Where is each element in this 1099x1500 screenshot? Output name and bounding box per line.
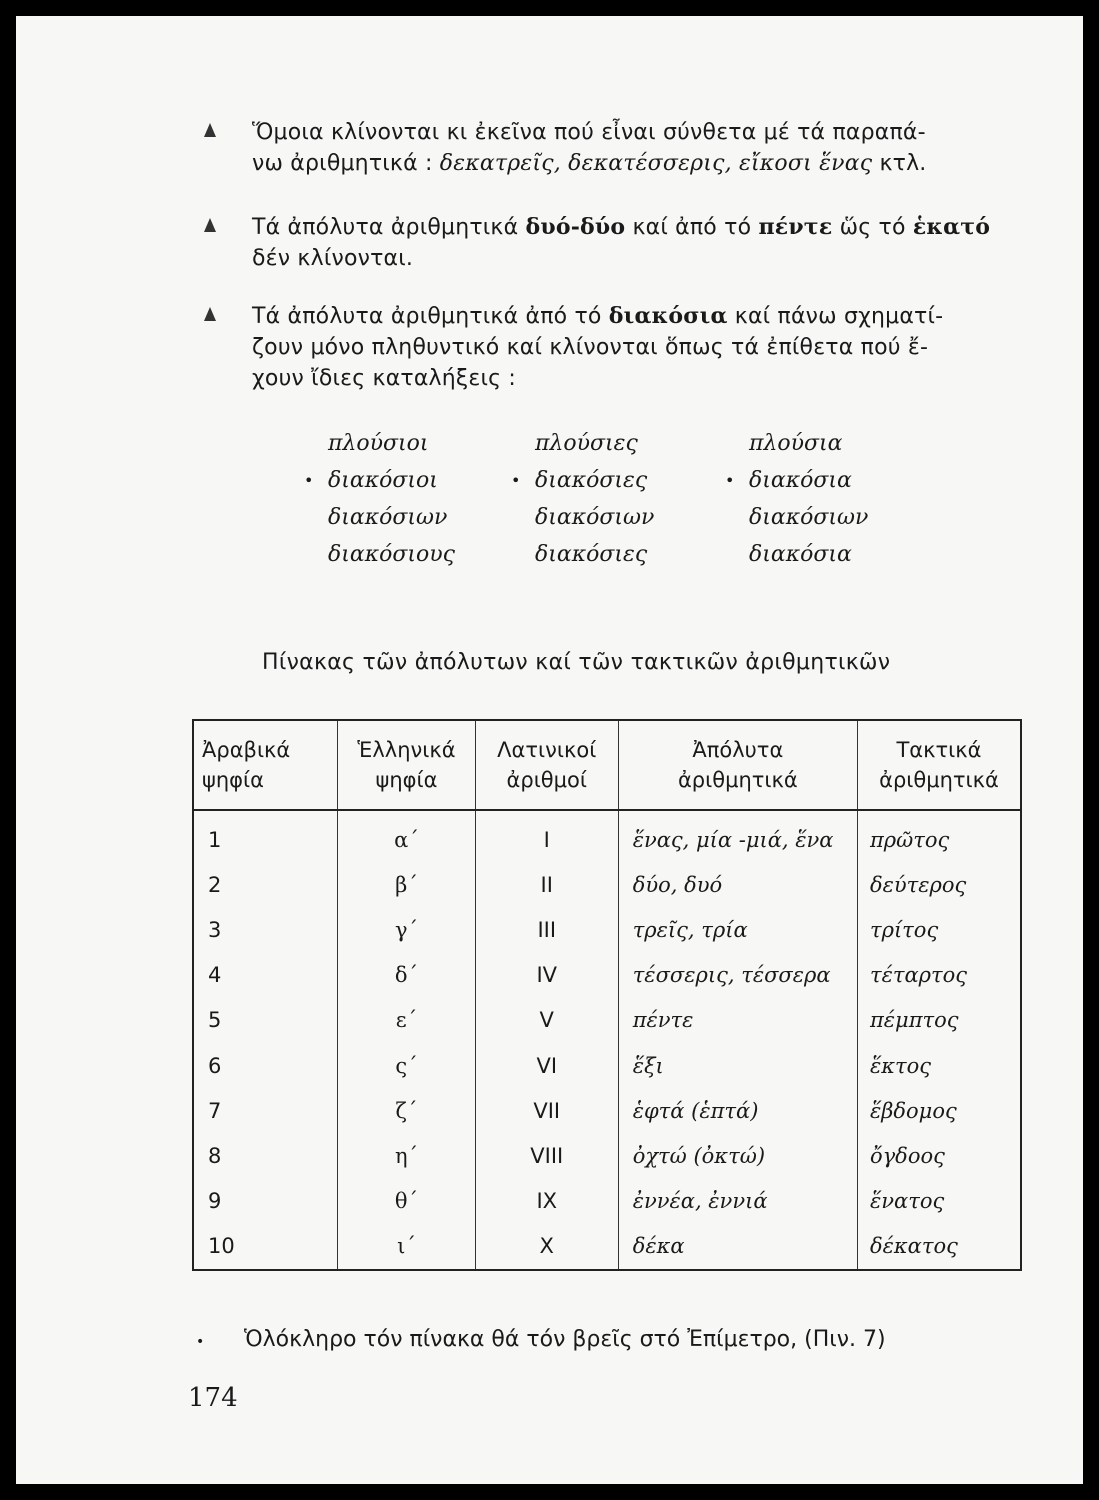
- cell-cardinal: δέκα: [618, 1224, 857, 1270]
- declension-form: διακόσιους: [328, 542, 455, 567]
- footnote: [196, 1327, 886, 1352]
- cell-cardinal: τέσσερις, τέσσερα: [618, 953, 857, 998]
- table-row: [193, 1133, 1021, 1178]
- cell-latin: VII: [475, 1088, 618, 1133]
- declension-form: πλούσιες: [535, 431, 638, 456]
- cell-ordinal: δέκατος: [857, 1224, 1021, 1270]
- table-row: [193, 953, 1021, 998]
- declension-form: διακόσιων: [328, 505, 448, 530]
- paragraph-compound-numerals: [206, 117, 1036, 179]
- cell-ordinal: πρῶτος: [857, 810, 1021, 862]
- paragraph-line: νω ἀριθμητικά : δεκατρεῖς, δεκατέσσερις, εἴκοσι ἕνας κτλ.: [252, 151, 927, 176]
- cell-cardinal: ὀχτώ (ὀκτώ): [618, 1133, 857, 1178]
- cell-ordinal: πέμπτος: [857, 998, 1021, 1043]
- paragraph-line: Τά ἀπόλυτα ἀριθμητικά δυό-δύο καί ἀπό τό πέντε ὥς τό ἑκατό: [252, 214, 991, 240]
- cell-latin: II: [475, 862, 618, 907]
- cell-latin: VIII: [475, 1133, 618, 1178]
- bullet-dot: •: [304, 471, 314, 490]
- cell-greek: γ΄: [338, 907, 476, 952]
- table-row: [193, 810, 1021, 862]
- paragraph-line: Ὅμοια κλίνονται κι ἐκεῖνα πού εἶναι σύνθετα μέ τά παραπά-: [252, 120, 926, 145]
- header-ordinal-numerals: Τακτικά ἀριθμητικά: [857, 720, 1021, 810]
- cell-cardinal: ἕξι: [618, 1043, 857, 1088]
- cell-ordinal: τρίτος: [857, 907, 1021, 952]
- cell-greek: η΄: [338, 1133, 476, 1178]
- cell-arabic: 1: [193, 810, 338, 862]
- table-row: [193, 907, 1021, 952]
- declension-column-masculine: [304, 425, 455, 573]
- cell-cardinal: ἑφτά (ἑπτά): [618, 1088, 857, 1133]
- declension-form: διακόσιοι: [328, 468, 438, 493]
- declension-form: διακόσιες: [535, 468, 648, 493]
- paragraph-line: Τά ἀπόλυτα ἀριθμητικά ἀπό τό διακόσια καί πάνω σχηματί-: [252, 303, 944, 329]
- header-latin-numerals: Λατινικοί ἀριθμοί: [475, 720, 618, 810]
- table-row: [193, 862, 1021, 907]
- cell-arabic: 4: [193, 953, 338, 998]
- table-caption: Πίνακας τῶν ἀπόλυτων καί τῶν τακτικῶν ἀριθμητικῶν: [262, 650, 891, 675]
- cell-latin: X: [475, 1224, 618, 1270]
- header-arabic-digits: Ἀραβικά ψηφία: [193, 720, 338, 810]
- table-row: [193, 998, 1021, 1043]
- numerals-table: [192, 719, 1022, 1271]
- cell-latin: IX: [475, 1179, 618, 1224]
- cell-ordinal: τέταρτος: [857, 953, 1021, 998]
- cell-ordinal: ἕκτος: [857, 1043, 1021, 1088]
- cell-greek: ς΄: [338, 1043, 476, 1088]
- triangle-bullet-icon: [204, 218, 216, 232]
- table-row: [193, 1179, 1021, 1224]
- bullet-dot: •: [725, 471, 735, 490]
- triangle-bullet-icon: [204, 123, 216, 137]
- cell-cardinal: πέντε: [618, 998, 857, 1043]
- cell-cardinal: ἐννέα, ἐννιά: [618, 1179, 857, 1224]
- cell-greek: α΄: [338, 810, 476, 862]
- cell-arabic: 8: [193, 1133, 338, 1178]
- declension-form: πλούσιοι: [328, 431, 429, 456]
- footnote-text: Ὁλόκληρο τόν πίνακα θά τόν βρεῖς στό Ἐπίμετρο, (Πιν. 7): [244, 1327, 886, 1352]
- declension-form: διακόσιες: [535, 542, 648, 567]
- cell-greek: ε΄: [338, 998, 476, 1043]
- declension-form: διακόσιων: [535, 505, 655, 530]
- declension-form: πλούσια: [749, 431, 843, 456]
- paragraph-indeclinable-numerals: [206, 212, 1036, 274]
- paragraph-line: δέν κλίνονται.: [252, 246, 414, 271]
- cell-greek: β΄: [338, 862, 476, 907]
- bullet-dot: •: [511, 471, 521, 490]
- cell-ordinal: ἕνατος: [857, 1179, 1021, 1224]
- table-row: [193, 1088, 1021, 1133]
- cell-ordinal: δεύτερος: [857, 862, 1021, 907]
- cell-latin: I: [475, 810, 618, 862]
- declension-form: διακόσια: [749, 468, 852, 493]
- cell-cardinal: ἕνας, μία -μιά, ἕνα: [618, 810, 857, 862]
- cell-latin: VI: [475, 1043, 618, 1088]
- cell-ordinal: ἕβδομος: [857, 1088, 1021, 1133]
- cell-latin: IV: [475, 953, 618, 998]
- cell-arabic: 9: [193, 1179, 338, 1224]
- cell-arabic: 2: [193, 862, 338, 907]
- declension-form: διακόσιων: [749, 505, 869, 530]
- declension-form: διακόσια: [749, 542, 852, 567]
- cell-arabic: 3: [193, 907, 338, 952]
- cell-greek: δ΄: [338, 953, 476, 998]
- header-cardinal-numerals: Ἀπόλυτα ἀριθμητικά: [618, 720, 857, 810]
- table-row: [193, 1224, 1021, 1270]
- table-row: [193, 1043, 1021, 1088]
- header-greek-digits: Ἑλληνικά ψηφία: [338, 720, 476, 810]
- cell-cardinal: τρεῖς, τρία: [618, 907, 857, 952]
- cell-arabic: 10: [193, 1224, 338, 1270]
- cell-cardinal: δύο, δυό: [618, 862, 857, 907]
- bullet-dot: •: [196, 1334, 205, 1350]
- page-number: 174: [188, 1383, 238, 1413]
- cell-arabic: 5: [193, 998, 338, 1043]
- cell-latin: III: [475, 907, 618, 952]
- cell-latin: V: [475, 998, 618, 1043]
- cell-greek: ζ΄: [338, 1088, 476, 1133]
- paragraph-line: χουν ἴδιες καταλήξεις :: [252, 366, 517, 391]
- table-header-row: [193, 720, 1021, 810]
- declension-column-neuter: [725, 425, 869, 573]
- paragraph-line: ζουν μόνο πληθυντικό καί κλίνονται ὅπως τά ἐπίθετα πού ἔ-: [252, 335, 929, 360]
- triangle-bullet-icon: [204, 307, 216, 321]
- cell-greek: θ΄: [338, 1179, 476, 1224]
- declension-column-feminine: [511, 425, 655, 573]
- cell-arabic: 6: [193, 1043, 338, 1088]
- cell-arabic: 7: [193, 1088, 338, 1133]
- cell-greek: ι΄: [338, 1224, 476, 1270]
- italic-examples: δεκατρεῖς, δεκατέσσερις, εἴκοσι ἕνας: [439, 151, 873, 176]
- paragraph-plural-numerals: [206, 301, 1036, 394]
- cell-ordinal: ὄγδοος: [857, 1133, 1021, 1178]
